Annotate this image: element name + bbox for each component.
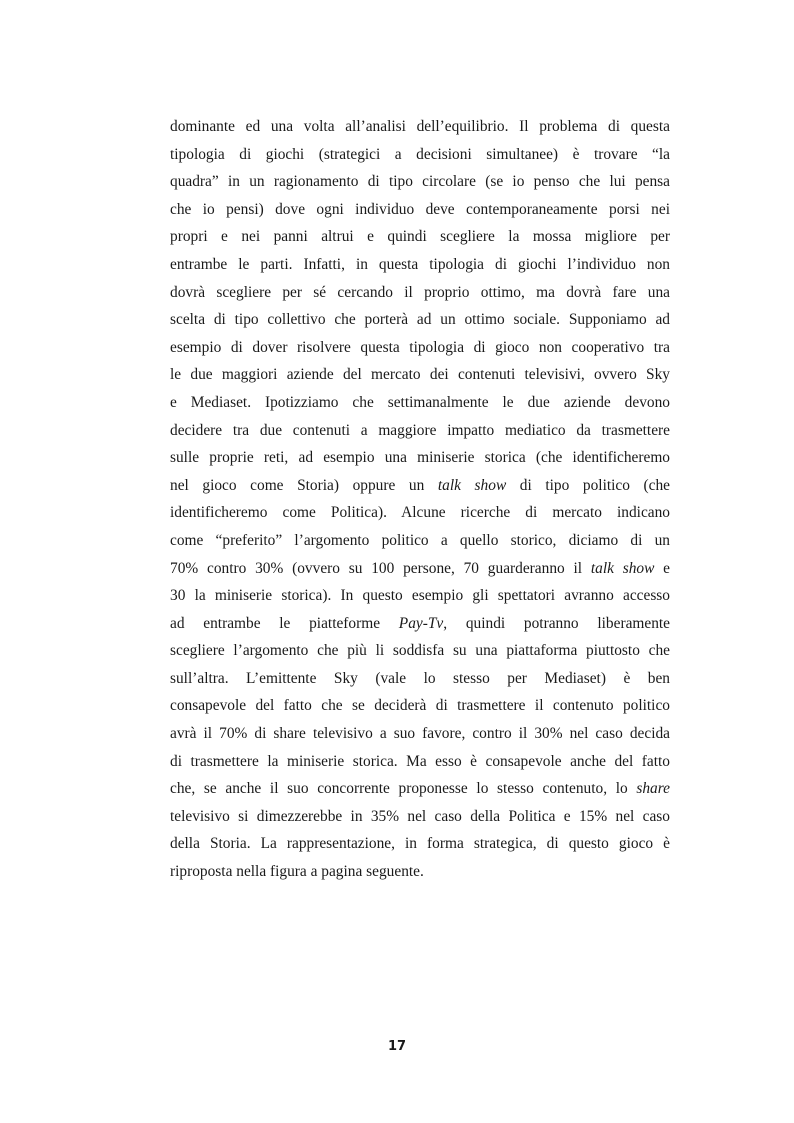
- text-line: che io pensi) dove ogni individuo deve contemporaneamente porsi nei: [170, 200, 670, 218]
- text-line: della Storia. La rappresentazione, in forma strategica, di questo gioco è: [170, 835, 670, 853]
- italic-term: share: [636, 780, 670, 798]
- text-line: riproposta nella figura a pagina seguente.: [170, 863, 424, 881]
- text-line: consapevole del fatto che se deciderà di trasmettere il contenuto politico: [170, 697, 670, 715]
- italic-term: talk show: [590, 559, 655, 577]
- text-line: ad entrambe le piatteforme Pay-Tv, quindi potranno liberamente: [170, 614, 671, 632]
- text-line: 30 la miniserie storica). In questo esempio gli spettatori avranno accesso: [170, 587, 670, 605]
- text-line: sulle proprie reti, ad esempio una miniserie storica (che identificheremo: [170, 449, 670, 467]
- text-line: 70% contro 30% (ovvero su 100 persone, 70 guarderanno il talk show e: [170, 559, 670, 577]
- body-paragraph: [170, 113, 670, 886]
- text-line: scegliere l’argomento che più li soddisfa su una piattaforma piuttosto che: [170, 642, 670, 660]
- text-line: tipologia di giochi (strategici a decisioni simultanee) è trovare “la: [170, 145, 670, 163]
- text-line: di trasmettere la miniserie storica. Ma esso è consapevole anche del fatto: [170, 752, 670, 770]
- text-line: esempio di dover risolvere questa tipologia di gioco non cooperativo tra: [170, 338, 670, 356]
- italic-term: Pay-Tv: [398, 614, 444, 632]
- text-line: e Mediaset. Ipotizziamo che settimanalmente le due aziende devono: [170, 393, 670, 411]
- text-line: che, se anche il suo concorrente proponesse lo stesso contenuto, lo share: [170, 780, 670, 798]
- text-line: avrà il 70% di share televisivo a suo favore, contro il 30% nel caso decida: [170, 725, 670, 743]
- text-line: quadra” in un ragionamento di tipo circolare (se io penso che lui pensa: [170, 173, 670, 191]
- text-line: come “preferito” l’argomento politico a quello storico, diciamo di un: [170, 531, 670, 549]
- text-line: dovrà scegliere per sé cercando il proprio ottimo, ma dovrà fare una: [170, 283, 670, 301]
- text-line: nel gioco come Storia) oppure un talk show di tipo politico (che: [170, 476, 670, 494]
- italic-term: talk show: [437, 476, 507, 494]
- page-number: 17: [387, 1039, 407, 1054]
- text-line: propri e nei panni altrui e quindi scegliere la mossa migliore per: [170, 228, 670, 246]
- text-line: scelta di tipo collettivo che porterà ad un ottimo sociale. Supponiamo ad: [170, 311, 670, 329]
- text-line: le due maggiori aziende del mercato dei contenuti televisivi, ovvero Sky: [170, 366, 670, 384]
- text-line: identificheremo come Politica). Alcune ricerche di mercato indicano: [170, 504, 670, 522]
- text-line: decidere tra due contenuti a maggiore impatto mediatico da trasmettere: [170, 421, 670, 439]
- text-line: televisivo si dimezzerebbe in 35% nel caso della Politica e 15% nel caso: [170, 807, 670, 825]
- text-line: entrambe le parti. Infatti, in questa tipologia di giochi l’individuo non: [170, 255, 670, 273]
- text-line: sull’altra. L’emittente Sky (vale lo stesso per Mediaset) è ben: [170, 669, 670, 687]
- text-line: dominante ed una volta all’analisi dell’equilibrio. Il problema di questa: [170, 118, 670, 135]
